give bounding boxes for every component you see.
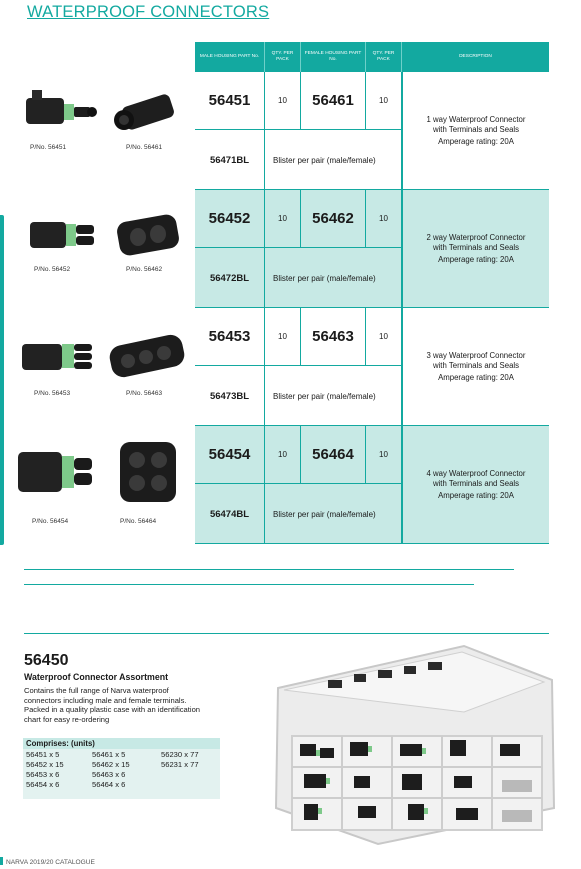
amperage-rating: Amperage rating: 20A [438,137,514,146]
left-accent-bar [0,215,4,545]
male-part-number: 56452 [195,190,265,247]
comprises-item: 56453 x 6 [26,770,60,779]
table-row-group [195,72,549,190]
comprises-item: 56464 x 6 [92,780,126,789]
comprises-item [161,770,221,780]
description-cell [402,190,549,308]
header-qty-per-pack: QTY. PER PACK [366,42,402,72]
table-row-group [195,426,549,544]
blister-text: Blister per pair (male/female) [265,366,402,426]
assortment-part-number: 56450 [24,652,69,669]
description-line: Contains the full range of Narva waterproof [24,686,169,695]
female-2way-connector-image [116,213,181,257]
assortment-case-image [268,640,560,846]
description-line: connectors including male and female terminals. [24,695,187,705]
table-header [195,42,549,72]
comprises-item: 56230 x 77 [161,750,199,759]
blister-text: Blister per pair (male/female) [265,484,402,544]
page-footer [0,857,95,866]
description-line: 4 way Waterproof Connector [426,469,526,478]
table-row-group [195,190,549,308]
description-cell [402,72,549,190]
description-line: 1 way Waterproof Connector [426,115,526,124]
connector-images-1way [18,80,188,198]
blister-text: Blister per pair (male/female) [265,248,402,308]
male-part-number: 56451 [195,72,265,129]
female-part-number: 56461 [301,72,366,129]
comprises-box [23,738,220,799]
description-line: 2 way Waterproof Connector [426,233,526,242]
female-caption: P/No. 56463 [126,390,163,397]
footer-accent-bar [0,857,3,865]
male-caption: P/No. 56453 [34,390,71,397]
header-female-part: FEMALE HOUSING PART No. [301,42,366,72]
male-part-number: 56454 [195,426,265,483]
male-caption: P/No. 56454 [32,518,69,525]
male-3way-connector-image [22,344,92,370]
female-1way-connector-image [114,93,175,131]
male-2way-connector-image [30,222,94,248]
comprises-item: 56454 x 6 [26,780,60,789]
description-line: with Terminals and Seals [432,479,520,488]
comprises-item: 56451 x 5 [26,750,60,759]
description-cell [402,426,549,544]
female-3way-connector-image [107,333,186,380]
divider-line [24,569,514,570]
header-male-part: MALE HOUSING PART No. [195,42,265,72]
description-line: with Terminals and Seals [432,243,520,252]
description-line: 3 way Waterproof Connector [426,351,526,360]
table-row-group [195,308,549,426]
blister-part-number: 56474BL [195,484,265,544]
header-qty-per-pack: QTY. PER PACK [265,42,301,72]
divider-line [24,584,474,585]
female-qty: 10 [366,308,402,365]
connector-images-2way [18,208,188,326]
header-description: DESCRIPTION [459,54,492,59]
male-qty: 10 [265,72,301,129]
description-cell [402,308,549,426]
description-line: with Terminals and Seals [432,125,520,134]
description-line: with Terminals and Seals [432,361,520,370]
section-divider [24,633,549,634]
assortment-description [24,686,236,724]
female-caption: P/No. 56464 [120,518,157,525]
blister-part-number: 56472BL [195,248,265,308]
comprises-item: 56462 x 15 [92,760,130,769]
comprises-heading: Comprises: (units) [23,738,220,749]
female-4way-connector-image [120,442,176,502]
connector-images-3way [18,328,188,446]
amperage-rating: Amperage rating: 20A [438,491,514,500]
amperage-rating: Amperage rating: 20A [438,255,514,264]
blister-part-number: 56471BL [195,130,265,190]
male-qty: 10 [265,426,301,483]
male-4way-connector-image [18,452,92,492]
page-title: WATERPROOF CONNECTORS [27,3,270,21]
comprises-grid [23,749,220,791]
comprises-item: 56461 x 5 [92,750,126,759]
description-line: Packed in a quality plastic case with an identification [24,705,201,715]
female-qty: 10 [366,72,402,129]
description-line: chart for easy re-ordering [24,714,110,724]
blister-text: Blister per pair (male/female) [265,130,402,190]
female-part-number: 56463 [301,308,366,365]
male-qty: 10 [265,308,301,365]
assortment-title: Waterproof Connector Assortment [24,672,169,682]
female-caption: P/No. 56461 [126,144,163,151]
comprises-item [161,780,221,790]
female-qty: 10 [366,426,402,483]
male-1way-connector-image [26,90,97,124]
comprises-item: 56231 x 77 [161,760,199,769]
male-caption: P/No. 56451 [30,144,67,151]
connector-images-4way [18,438,188,556]
amperage-rating: Amperage rating: 20A [438,373,514,382]
comprises-item: 56463 x 6 [92,770,126,779]
female-caption: P/No. 56462 [126,266,163,273]
footer-text: NARVA 2019/20 CATALOGUE [6,859,95,866]
blister-part-number: 56473BL [195,366,265,426]
comprises-item: 56452 x 15 [26,760,64,769]
female-qty: 10 [366,190,402,247]
female-part-number: 56462 [301,190,366,247]
connector-table [195,42,549,544]
male-caption: P/No. 56452 [34,266,71,273]
male-qty: 10 [265,190,301,247]
female-part-number: 56464 [301,426,366,483]
male-part-number: 56453 [195,308,265,365]
